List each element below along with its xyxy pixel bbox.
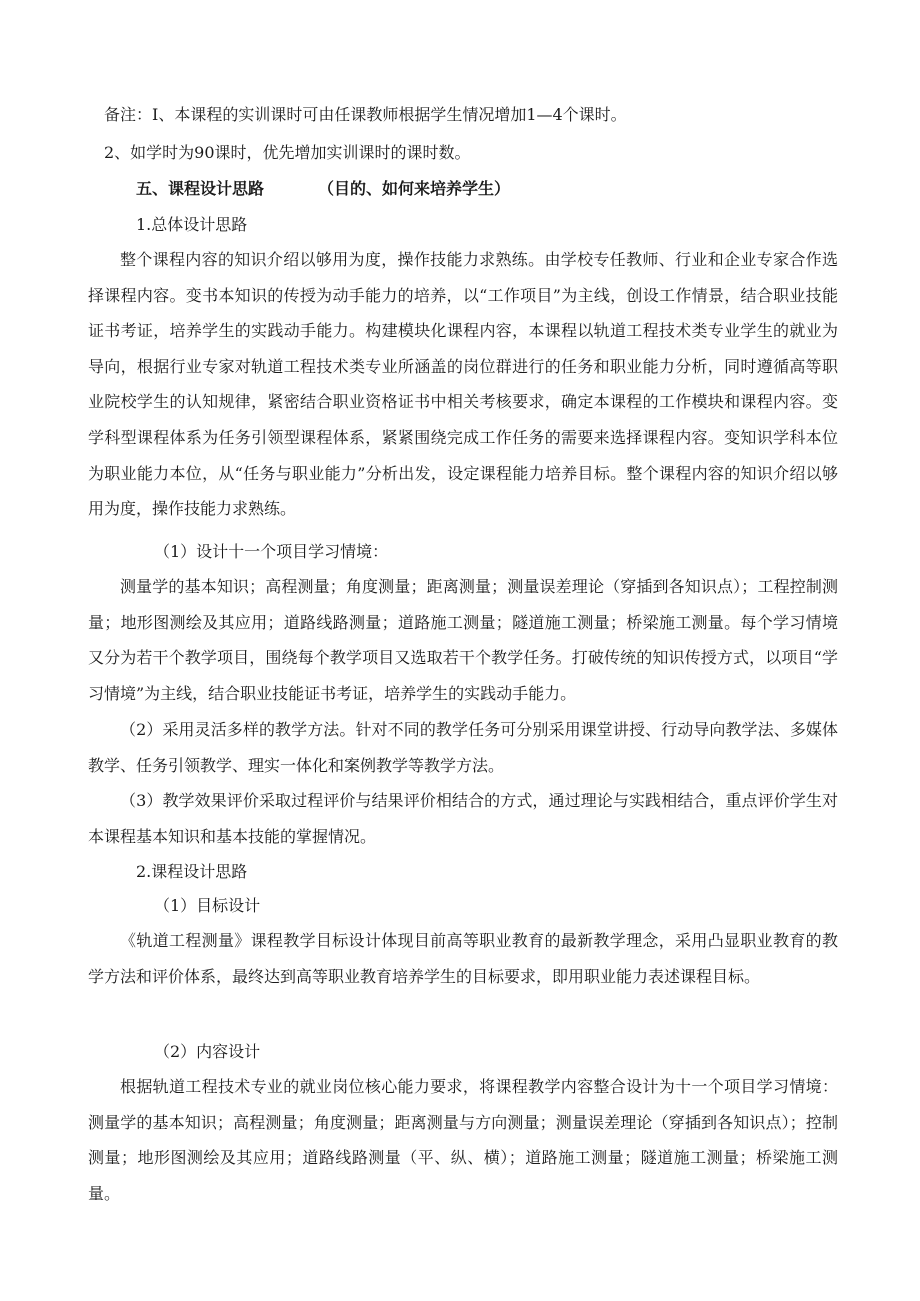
part1-item1-heading: （1）设计十一个项目学习情境： bbox=[154, 542, 389, 561]
part1-item1-paragraph: 测量学的基本知识；高程测量；角度测量；距离测量；测量误差理论（穿插到各知识点）；工程控制测量；地形图测绘及其应用；道路线路测量；道路施工测量；隧道施工测量；桥梁施工测量。每个学习情境又分为若干个教学项目，围绕每个教学项目又选取若干个教学任务。打破传统的知识传授方式，以项目“学习情境”为主线，结合职业技能证书考证，培养学生的实践动手能力。 bbox=[88, 577, 838, 703]
part1-intro-paragraph: 整个课程内容的知识介绍以够用为度，操作技能力求熟练。由学校专任教师、行业和企业专家合作选择课程内容。变书本知识的传授为动手能力的培养，以“工作项目”为主线，创设工作情景，结合职业技能证书考证，培养学生的实践动手能力。构建模块化课程内容，本课程以轨道工程技术类专业学生的就业为导向，根据行业专家对轨道工程技术类专业所涵盖的岗位群进行的任务和职业能力分析，同时遵循高等职业院校学生的认知规律，紧密结合职业资格证书中相关考核要求，确定本课程的工作模块和课程内容。变学科型课程体系为任务引领型课程体系，紧紧围绕完成工作任务的需要来选择课程内容。变知识学科本位为职业能力本位，从“任务与职业能力”分析出发，设定课程能力培养目标。整个课程内容的知识介绍以够用为度，操作技能力求熟练。 bbox=[88, 250, 838, 519]
section-title: 五、课程设计思路 bbox=[136, 179, 265, 198]
part2-sub2-heading: （2）内容设计 bbox=[154, 1042, 261, 1061]
part1-heading: 1.总体设计思路 bbox=[136, 215, 248, 234]
part1-item3-paragraph: （3）教学效果评价采取过程评价与结果评价相结合的方式，通过理论与实践相结合，重点评价学生对本课程基本知识和基本技能的掌握情况。 bbox=[88, 791, 838, 846]
part1-item2-paragraph: （2）采用灵活多样的教学方法。针对不同的教学任务可分别采用课堂讲授、行动导向教学法、多媒体教学、任务引领教学、理实一体化和案例教学等教学方法。 bbox=[88, 720, 838, 775]
section-subtitle: （目的、如何来培养学生） bbox=[318, 179, 511, 198]
part2-sub2-paragraph: 根据轨道工程技术专业的就业岗位核心能力要求，将课程教学内容整合设计为十一个项目学习情境：测量学的基本知识；高程测量；角度测量；距离测量与方向测量；测量误差理论（穿插到各知识点）；控制测量；地形图测绘及其应用；道路线路测量（平、纵、横）；道路施工测量；隧道施工测量；桥梁施工测量。 bbox=[88, 1077, 838, 1203]
part2-sub1-heading: （1）目标设计 bbox=[154, 896, 261, 915]
part2-sub1-paragraph: 《轨道工程测量》课程教学目标设计体现目前高等职业教育的最新教学理念，采用凸显职业教育的教学方法和评价体系，最终达到高等职业教育培养学生的目标要求，即用职业能力表述课程目标。 bbox=[88, 931, 838, 986]
note-line-1: 备注：I、本课程的实训课时可由任课教师根据学生情况增加1—4个课时。 bbox=[104, 105, 627, 124]
part2-heading: 2.课程设计思路 bbox=[136, 862, 248, 881]
note-line-2: 2、如学时为90课时，优先增加实训课时的课时数。 bbox=[104, 143, 471, 162]
